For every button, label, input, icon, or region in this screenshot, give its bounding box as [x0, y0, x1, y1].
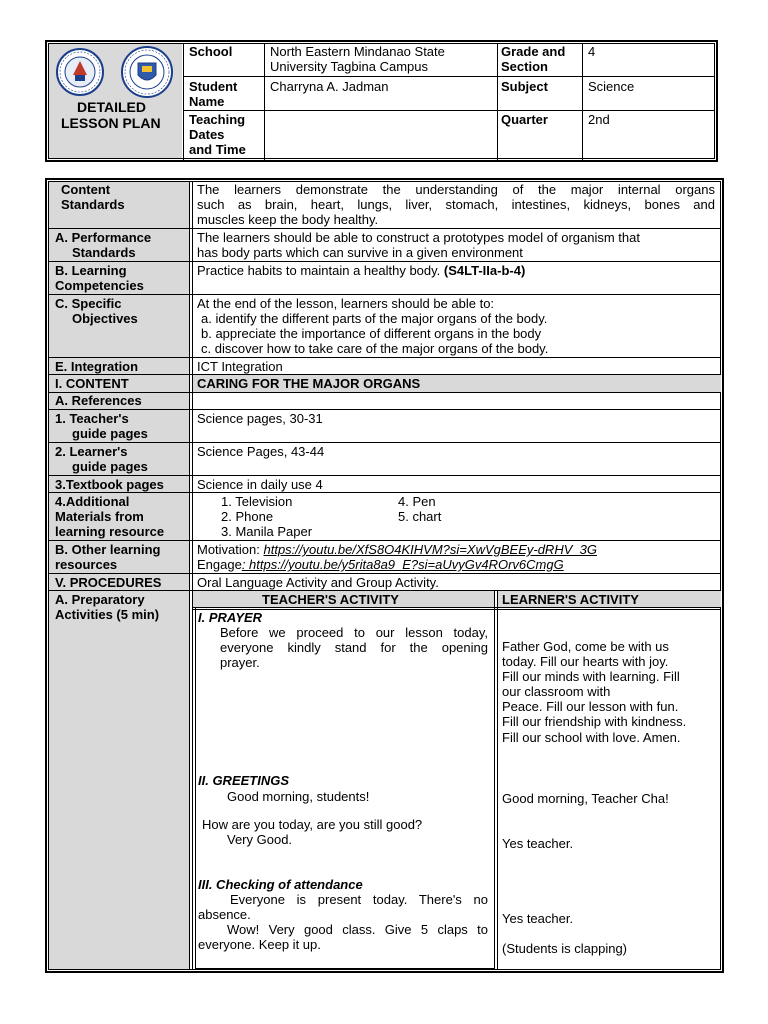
prayer-learner-5: Peace. Fill our lesson with fun. — [502, 699, 679, 714]
row-line — [49, 392, 721, 393]
content-standards-label-2: Standards — [61, 197, 125, 212]
content-standards-text-2: such as brain, heart, lungs, liver, stomach, intestines, kidneys, bones and — [197, 197, 715, 212]
prayer-title: I. PRAYER — [198, 610, 263, 625]
learners-guide-text: Science Pages, 43-44 — [197, 444, 325, 459]
quarter-label: Quarter — [501, 112, 548, 127]
teacher-activity-header: TEACHER'S ACTIVITY — [262, 592, 399, 607]
content-label: I. CONTENT — [55, 376, 129, 391]
row-line — [49, 442, 721, 443]
greetings-teacher-2: How are you today, are you still good? — [202, 817, 423, 832]
row-line — [49, 261, 721, 262]
title-line-1: DETAILED — [77, 99, 146, 115]
grade-value: 4 — [588, 44, 596, 59]
content-standards-text-1: The learners demonstrate the understanding of the major internal organs — [197, 182, 715, 197]
prayer-learner-1: Father God, come be with us — [502, 639, 669, 654]
additional-label-3: learning resource — [55, 524, 165, 539]
greetings-title: II. GREETINGS — [198, 773, 290, 788]
header-divider — [582, 43, 583, 160]
material-item: 3. Manila Paper — [221, 524, 313, 539]
material-item: 4. Pen — [398, 494, 436, 509]
learners-guide-label-1: 2. Learner's — [55, 444, 128, 459]
attendance-teacher-3: Wow! Very good class. Give 5 claps to — [227, 922, 488, 937]
engage-label: Engage — [197, 557, 242, 572]
performance-label-2: Standards — [72, 245, 136, 260]
competencies-statement: Practice habits to maintain a healthy body. — [197, 263, 441, 278]
procedures-label: V. PROCEDURES — [55, 575, 162, 590]
other-resources-label-1: B. Other learning — [55, 542, 161, 557]
content-standards-text-3: muscles keep the body healthy. — [197, 212, 379, 227]
preparatory-label-2: Activities (5 min) — [55, 607, 160, 622]
subject-label: Subject — [501, 79, 548, 94]
engage-link[interactable]: : https://youtu.be/y5rita8a9_E?si=aUvyGv4ROrv6CmgG — [241, 557, 564, 572]
activity-bottom-line — [195, 968, 495, 969]
school-value-1: North Eastern Mindanao State — [270, 44, 445, 59]
prayer-learner-7: Fill our school with love. Amen. — [502, 730, 681, 745]
teachers-guide-text: Science pages, 30-31 — [197, 411, 323, 426]
prayer-learner-6: Fill our friendship with kindness. — [502, 714, 687, 729]
grade-label-2: Section — [501, 59, 548, 74]
textbook-label: 3.Textbook pages — [55, 477, 164, 492]
quarter-value: 2nd — [588, 112, 610, 127]
greetings-teacher-1: Good morning, students! — [227, 789, 370, 804]
additional-label-2: Materials from — [55, 509, 144, 524]
teaching-label-3: and Time — [189, 142, 246, 157]
prayer-learner-3: Fill our minds with learning. Fill — [502, 669, 680, 684]
other-resources-label-2: resources — [55, 557, 118, 572]
objectives-label-2: Objectives — [72, 311, 138, 326]
activity-left-border — [195, 608, 196, 970]
objectives-label-1: C. Specific — [55, 296, 122, 311]
title-cell-divider — [183, 43, 184, 160]
prayer-teacher-1: Before we proceed to our lesson today, — [220, 625, 488, 640]
row-line — [49, 228, 721, 229]
attendance-teacher-1: Everyone is present today. There's no — [230, 892, 488, 907]
references-label: A. References — [55, 393, 142, 408]
prayer-learner-4: our classroom with — [502, 684, 611, 699]
competencies-code: (S4LT-IIa-b-4) — [443, 263, 526, 278]
row-line — [49, 540, 721, 541]
performance-label-1: A. Performance — [55, 230, 152, 245]
label-column-divider — [189, 181, 190, 970]
engage-line — [197, 557, 564, 572]
prayer-teacher-3: prayer. — [220, 655, 260, 670]
school-label: School — [189, 44, 233, 59]
header-divider — [264, 43, 265, 160]
teachers-guide-label-2: guide pages — [72, 426, 148, 441]
title-line-2: LESSON PLAN — [61, 115, 161, 131]
teaching-label-1: Teaching — [189, 112, 246, 127]
row-line — [49, 492, 721, 493]
subject-value: Science — [588, 79, 635, 94]
row-line — [49, 475, 721, 476]
student-label-2: Name — [189, 94, 225, 109]
material-item: 2. Phone — [221, 509, 274, 524]
prayer-learner-2: today. Fill our hearts with joy. — [502, 654, 669, 669]
university-seal-icon — [120, 45, 174, 99]
row-line — [49, 357, 721, 358]
activity-header-line — [193, 607, 721, 608]
competencies-label-1: B. Learning — [55, 263, 127, 278]
row-line — [49, 573, 721, 574]
performance-text-2: has body parts which can survive in a given environment — [197, 245, 523, 260]
attendance-learner-1: Yes teacher. — [502, 911, 574, 926]
row-line — [49, 409, 721, 410]
objectives-intro: At the end of the lesson, learners should be able to: — [197, 296, 495, 311]
greetings-learner-2: Yes teacher. — [502, 836, 574, 851]
motivation-link[interactable]: https://youtu.be/XfS8O4KIHVM?si=XwVgBEEy-dRHV_3G — [263, 542, 597, 557]
procedures-text: Oral Language Activity and Group Activity. — [197, 575, 439, 590]
grade-label-1: Grade and — [501, 44, 566, 59]
teaching-label-2: Dates — [189, 127, 225, 142]
additional-label-1: 4.Additional — [55, 494, 130, 509]
motivation-line — [197, 542, 597, 557]
greetings-teacher-3: Very Good. — [227, 832, 293, 847]
objective-b: b. appreciate the importance of different organs in the body — [201, 326, 542, 341]
material-item: 5. chart — [398, 509, 442, 524]
teachers-guide-label-1: 1. Teacher's — [55, 411, 129, 426]
integration-label: E. Integration — [55, 359, 139, 374]
attendance-teacher-2: absence. — [198, 907, 251, 922]
prayer-teacher-2: everyone kindly stand for the opening — [220, 640, 488, 655]
student-label-1: Student — [189, 79, 238, 94]
header-row-line — [184, 76, 715, 77]
row-line — [49, 294, 721, 295]
competencies-text — [197, 263, 525, 278]
greetings-learner-1: Good morning, Teacher Cha! — [502, 791, 669, 806]
material-item: 1. Television — [221, 494, 293, 509]
objective-a: a. identify the different parts of the major organs of the body. — [201, 311, 548, 326]
header-divider — [497, 43, 498, 160]
textbook-text: Science in daily use 4 — [197, 477, 323, 492]
integration-text: ICT Integration — [197, 359, 283, 374]
preparatory-label-1: A. Preparatory — [55, 592, 145, 607]
activity-header-line — [193, 609, 721, 610]
activity-divider — [494, 591, 495, 970]
deped-seal-icon — [55, 47, 105, 97]
performance-text-1: The learners should be able to construct a prototypes model of organism that — [197, 230, 640, 245]
competencies-label-2: Competencies — [55, 278, 144, 293]
learners-guide-label-2: guide pages — [72, 459, 148, 474]
content-standards-label-1: Content — [61, 182, 111, 197]
content-topic: CARING FOR THE MAJOR ORGANS — [197, 376, 421, 391]
attendance-title: III. Checking of attendance — [198, 877, 363, 892]
objective-c: c. discover how to take care of the major organs of the body. — [201, 341, 549, 356]
label-column-divider — [192, 181, 193, 970]
school-value-2: University Tagbina Campus — [270, 59, 428, 74]
attendance-learner-2: (Students is clapping) — [502, 941, 628, 956]
learner-activity-header: LEARNER'S ACTIVITY — [502, 592, 639, 607]
attendance-teacher-4: everyone. Keep it up. — [198, 937, 321, 952]
header-row-line — [184, 110, 715, 111]
activity-divider — [497, 591, 498, 970]
motivation-label: Motivation: — [197, 542, 264, 557]
student-value: Charryna A. Jadman — [270, 79, 389, 94]
